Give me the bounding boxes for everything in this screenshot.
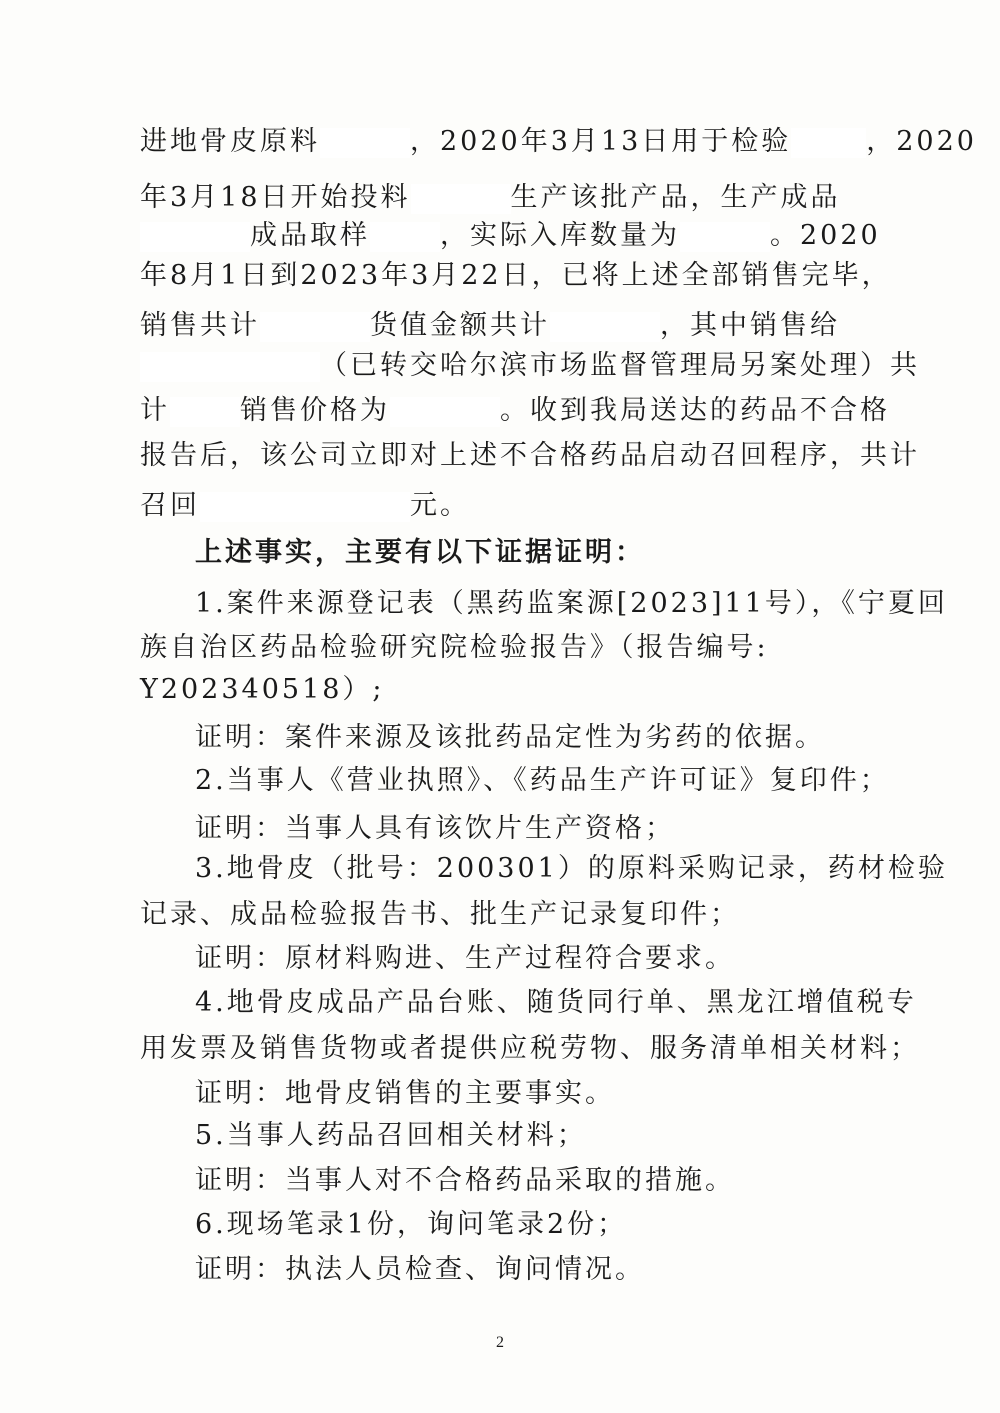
text-line [140, 480, 860, 532]
redaction-block [791, 128, 866, 158]
redaction-block [550, 312, 660, 342]
evidence-item: 4.地骨皮成品产品台账、随货同行单、黑龙江增值税专 [195, 987, 917, 1018]
text-segment: （已转交哈尔滨市场监督管理局另案处理）共 [320, 350, 920, 381]
evidence-proof: 证明：当事人具有该饮片生产资格； [195, 813, 675, 844]
text-line [140, 116, 977, 168]
section-heading: 上述事实，主要有以下证据证明： [195, 537, 645, 568]
redaction-block [200, 492, 410, 522]
text-segment: 召回 [140, 490, 200, 521]
text-segment: 年3月18日开始投料 [140, 182, 411, 213]
text-segment: 。收到我局送达的药品不合格 [500, 395, 890, 426]
evidence-proof: 证明：当事人对不合格药品采取的措施。 [195, 1165, 735, 1196]
redaction-block [140, 222, 250, 252]
text-segment: 年8月1日到2023年3月22日，已将上述全部销售完毕， [140, 260, 892, 291]
evidence-proof: 证明：案件来源及该批药品定性为劣药的依据。 [195, 722, 825, 753]
evidence-proof: 证明：执法人员检查、询问情况。 [195, 1254, 645, 1285]
redaction-block [320, 128, 410, 158]
text-line [140, 250, 892, 302]
evidence-item: 3.地骨皮（批号：200301）的原料采购记录，药材检验 [195, 853, 948, 884]
evidence-proof: 证明：原材料购进、生产过程符合要求。 [195, 943, 735, 974]
text-segment: 货值金额共计 [370, 310, 550, 341]
evidence-item: 2.当事人《营业执照》、《药品生产许可证》复印件； [195, 765, 890, 796]
text-segment: 计 [140, 395, 170, 426]
text-segment: ，2020年3月13日用于检验 [410, 126, 792, 157]
evidence-item-continued: 记录、成品检验报告书、批生产记录复印件； [140, 899, 740, 930]
evidence-item-continued: 用发票及销售货物或者提供应税劳物、服务清单相关材料； [140, 1033, 920, 1064]
evidence-item: 5.当事人药品召回相关材料； [195, 1120, 587, 1151]
redaction-block [390, 397, 500, 427]
evidence-item: 6.现场笔录1份，询问笔录2份； [195, 1209, 628, 1240]
text-segment: ，2020 [866, 126, 977, 157]
evidence-item: 1.案件来源登记表（黑药监案源[2023]11号），《宁夏回 [195, 588, 948, 619]
text-segment: ，实际入库数量为 [440, 220, 680, 251]
evidence-proof: 证明：地骨皮销售的主要事实。 [195, 1078, 615, 1109]
page-number: 2 [496, 1334, 504, 1351]
text-segment: 。2020 [770, 220, 881, 251]
redaction-block [140, 352, 320, 382]
text-segment: 元。 [410, 490, 470, 521]
text-segment: 成品取样 [250, 220, 370, 251]
redaction-block [170, 397, 240, 427]
text-segment: ，其中销售给 [660, 310, 840, 341]
redaction-block [260, 312, 370, 342]
text-segment: 报告后，该公司立即对上述不合格药品启动召回程序，共计 [140, 440, 920, 471]
redaction-block [411, 184, 511, 214]
redaction-block [680, 222, 770, 252]
text-line [140, 430, 920, 482]
text-segment: 销售共计 [140, 310, 260, 341]
evidence-item-continued: Y202340518）; [140, 674, 385, 705]
evidence-item-continued: 族自治区药品检验研究院检验报告》（报告编号: [140, 632, 769, 663]
text-segment: 进地骨皮原料 [140, 126, 320, 157]
text-segment: 生产该批产品，生产成品 [510, 182, 841, 213]
text-segment: 销售价格为 [240, 395, 390, 426]
redaction-block [370, 222, 440, 252]
